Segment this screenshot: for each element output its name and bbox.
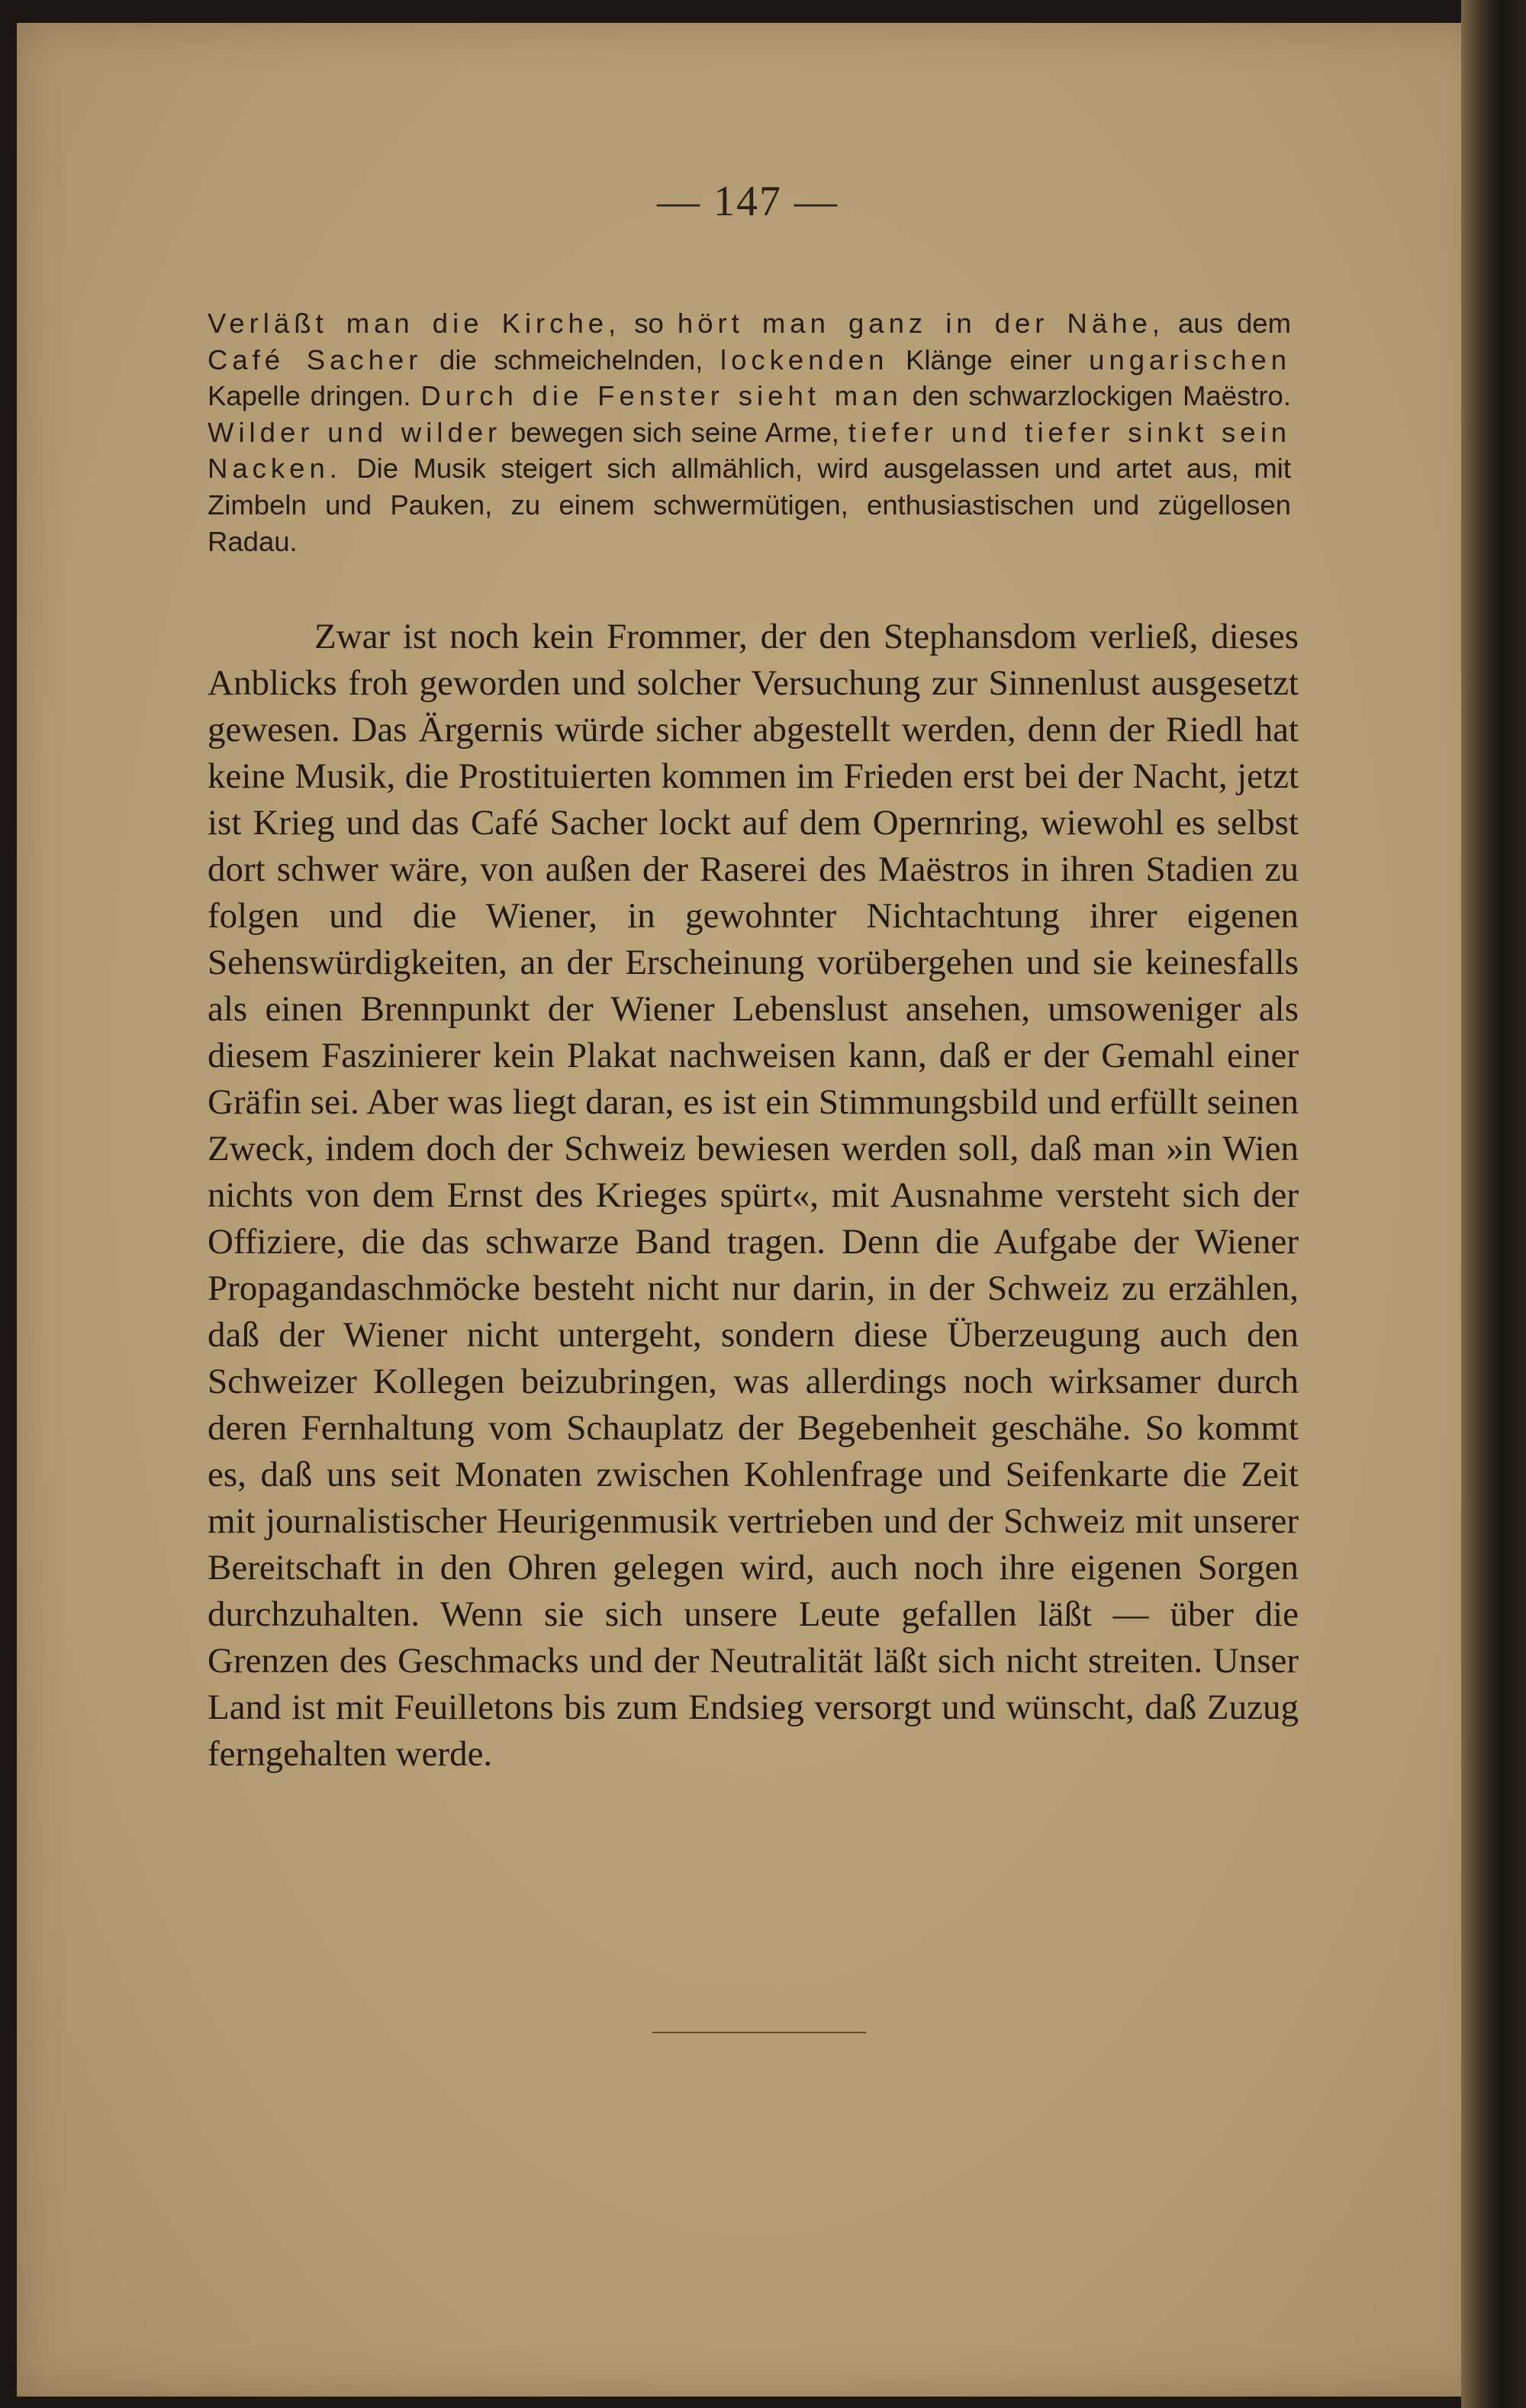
book-edge (1461, 0, 1526, 2408)
quote-spaced-1: Verläßt man die Kirche, (208, 308, 621, 339)
page-number: — 147 — (657, 178, 839, 225)
quote-text-16: Die Musik steigert sich allmählich, wird ausgelassen und artet aus, mit Zimbeln und Pauken, zu einem schwermütigen, enthusiastischen und zügellosen Radau. (208, 453, 1291, 557)
quote-text-10: Kapelle dringen. (208, 380, 421, 412)
quote-text-6: die schmeichelnden, (422, 343, 720, 376)
quote-spaced-7: lockenden (720, 343, 889, 376)
quote-text-4: aus dem (1164, 308, 1291, 339)
quote-spaced-13: Wilder und wilder (208, 416, 502, 448)
quote-text-2: so (620, 308, 678, 339)
quoted-passage (208, 305, 1291, 559)
end-rule (652, 2032, 866, 2033)
body-text (208, 614, 1299, 1778)
quote-spaced-11: Durch die Fenster sieht man (420, 380, 903, 412)
quote-text-12: den schwarzlockigen Maëstro. (902, 380, 1291, 412)
quote-spaced-9: ungarischen (1089, 343, 1292, 376)
quote-spaced-5: Café Sacher (208, 343, 423, 376)
quote-text-14: bewegen sich seine Arme, (501, 416, 848, 448)
quote-text-8: Klänge einer (888, 343, 1090, 376)
quote-spaced-3: hört man ganz in der Nähe, (677, 308, 1164, 339)
body-paragraph: Zwar ist noch kein Frommer, der den Stephansdom verließ, dieses Anblicks froh geworden und solcher Versuchung zur Sinnenlust ausgesetzt gewesen. Das Ärgernis würde sicher abgestellt werden, denn der Riedl hat keine Musik, die Prostituierten kommen im Frieden erst bei der Nacht, jetzt ist Krieg und das Café Sacher lockt auf dem Opernring, wiewohl es selbst dort schwer wäre, von außen der Raserei des Maëstros in ihren Stadien zu folgen und die Wiener, in gewohnter Nichtachtung ihrer eigenen Sehenswürdigkeiten, an der Erscheinung vorübergehen und sie keinesfalls als einen Brennpunkt der Wiener Lebenslust ansehen, umsoweniger als diesem Faszinierer kein Plakat nachweisen kann, daß er der Gemahl einer Gräfin sei. Aber was liegt daran, es ist ein Stimmungsbild und erfüllt seinen Zweck, indem doch der Schweiz bewiesen werden soll, daß man »in Wien nichts von dem Ernst des Krieges spürt«, mit Ausnahme versteht sich der Offiziere, die das schwarze Band tragen. Denn die Aufgabe der Wiener Propagandaschmöcke besteht nicht nur darin, in der Schweiz zu erzählen, daß der Wiener nicht untergeht, sondern diese Überzeugung auch den Schweizer Kollegen beizubringen, was allerdings noch wirksamer durch deren Fernhaltung vom Schauplatz der Begebenheit geschähe. So kommt es, daß uns seit Monaten zwischen Kohlenfrage und Seifenkarte die Zeit mit journalistischer Heurigenmusik vertrieben und der Schweiz mit unserer Bereitschaft in den Ohren gelegen wird, auch noch ihre eigenen Sorgen durchzuhalten. Wenn sie sich unsere Leute gefallen läßt — über die Grenzen des Geschmacks und der Neutralität läßt sich nicht streiten. Unser Land ist mit Feuilletons bis zum Endsieg versorgt und wünscht, daß Zuzug ferngehalten werde. (208, 617, 1299, 1774)
quote-spaced-15: tiefer und tiefer sinkt sein Nacken. (208, 416, 1292, 485)
